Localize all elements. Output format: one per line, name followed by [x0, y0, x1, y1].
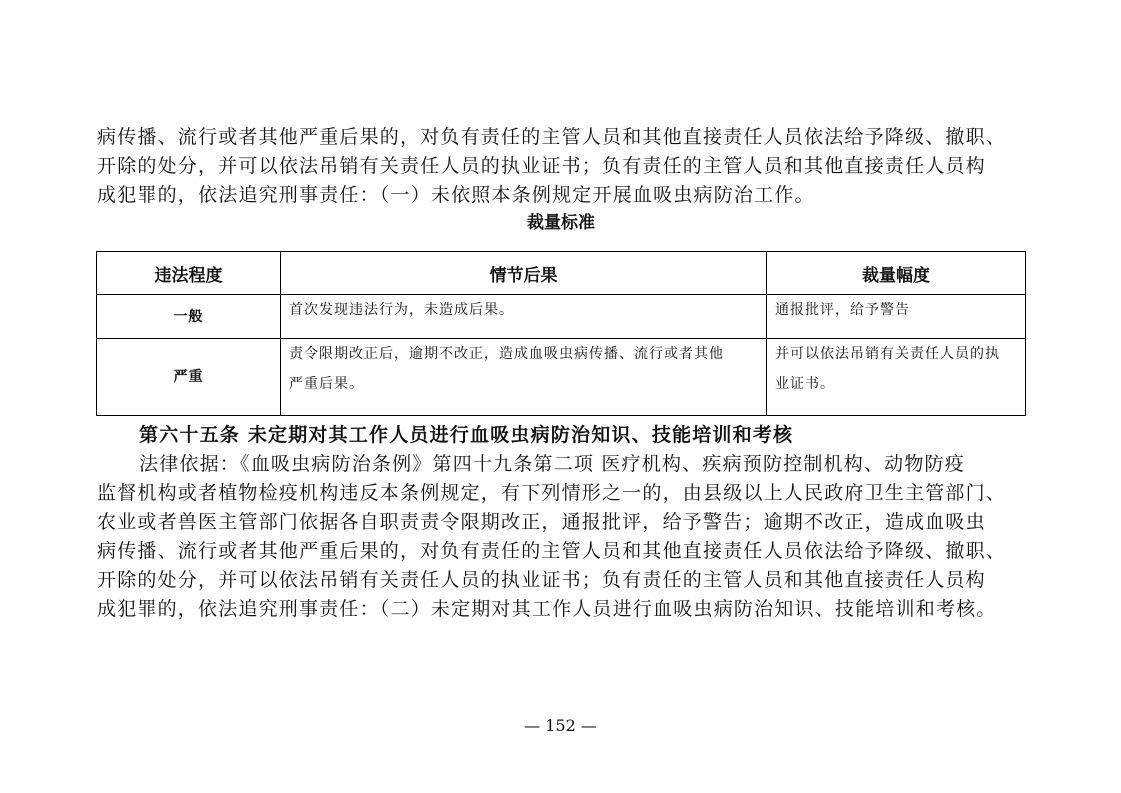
cell-line: 责令限期改正后，逾期不改正，造成血吸虫病传播、流行或者其他 [289, 346, 724, 362]
paragraph-line: 监督机构或者植物检疫机构违反本条例规定，有下列情形之一的，由县级以上人民政府卫生主管部门、 [97, 482, 1007, 504]
column-header-consequence: 情节后果 [281, 252, 767, 295]
table-title: 裁量标准 [527, 213, 595, 233]
paragraph-line: 成犯罪的，依法追究刑事责任：（一）未依照本条例规定开展血吸虫病防治工作。 [97, 184, 815, 206]
penalty-cell [767, 295, 1026, 339]
cell-line: 业证书。 [775, 376, 835, 392]
penalty-cell [767, 339, 1026, 416]
consequence-cell [281, 339, 767, 416]
page-number: — 152 — [524, 716, 597, 735]
column-header-penalty: 裁量幅度 [767, 252, 1026, 295]
cell-line: 严重后果。 [289, 376, 364, 392]
level-cell: 严重 [97, 339, 281, 416]
article-heading: 第六十五条 未定期对其工作人员进行血吸虫病防治知识、技能培训和考核 [139, 424, 794, 446]
cell-line: 首次发现违法行为，未造成后果。 [289, 302, 514, 318]
cell-line: 并可以依法吊销有关责任人员的执 [775, 346, 1000, 362]
column-header-level: 违法程度 [97, 252, 281, 295]
table-row [97, 295, 1026, 339]
legal-basis-paragraph [97, 450, 1027, 624]
continued-paragraph [97, 123, 1027, 210]
cell-line: 通报批评，给予警告 [775, 302, 910, 318]
paragraph-line: 成犯罪的，依法追究刑事责任：（二）未定期对其工作人员进行血吸虫病防治知识、技能培训和考核。 [97, 598, 997, 620]
consequence-cell [281, 295, 767, 339]
table-row [97, 339, 1026, 416]
paragraph-line: 法律依据：《血吸虫病防治条例》第四十九条第二项 医疗机构、疾病预防控制机构、动物防疫 [139, 453, 965, 475]
paragraph-line: 开除的处分，并可以依法吊销有关责任人员的执业证书；负有责任的主管人员和其他直接责任人员构 [97, 155, 986, 177]
paragraph-line: 开除的处分，并可以依法吊销有关责任人员的执业证书；负有责任的主管人员和其他直接责任人员构 [97, 569, 986, 591]
paragraph-line: 病传播、流行或者其他严重后果的，对负有责任的主管人员和其他直接责任人员依法给予降级、撤职、 [97, 126, 1007, 148]
level-cell: 一般 [97, 295, 281, 339]
paragraph-line: 病传播、流行或者其他严重后果的，对负有责任的主管人员和其他直接责任人员依法给予降级、撤职、 [97, 540, 1007, 562]
discretion-standard-table [96, 251, 1026, 416]
paragraph-line: 农业或者兽医主管部门依据各自职责责令限期改正，通报批评，给予警告；逾期不改正，造成血吸虫 [97, 511, 986, 533]
table-header-row [97, 252, 1026, 295]
